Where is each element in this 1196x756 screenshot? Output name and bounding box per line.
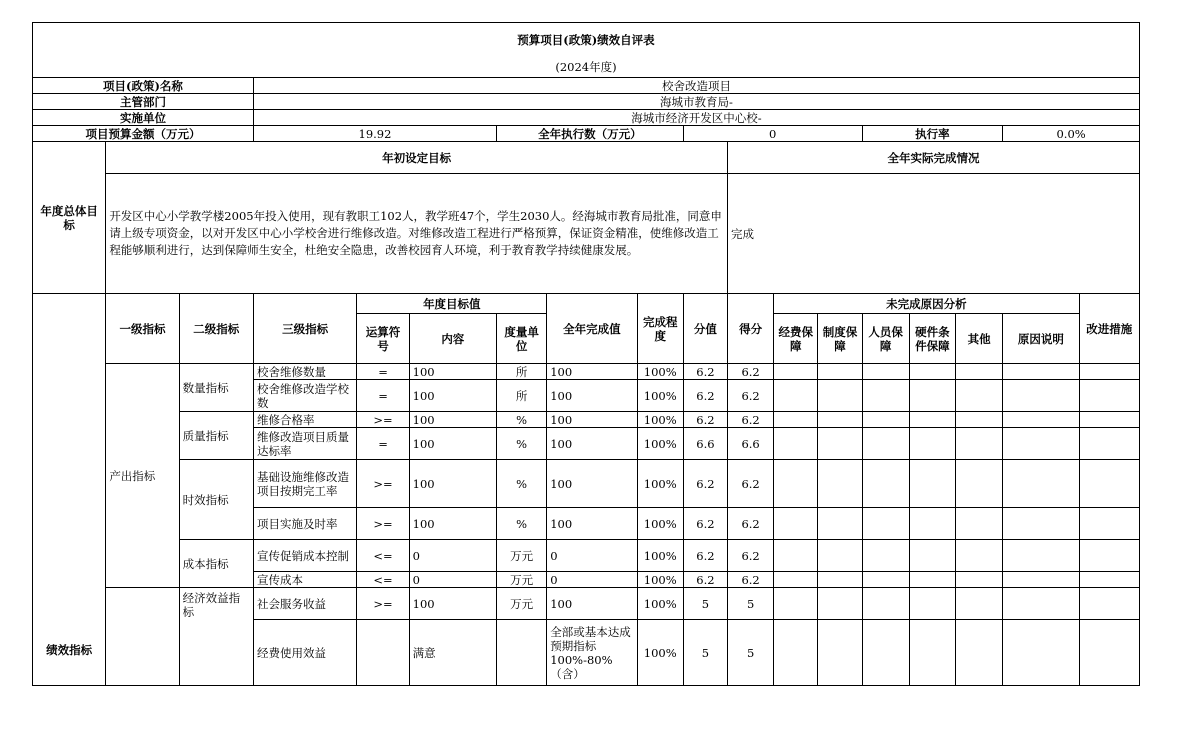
row-score: 6.2 — [728, 412, 774, 428]
operator-header: 运算符号 — [357, 314, 409, 364]
row-score: 6.2 — [728, 460, 774, 508]
empty-cell — [955, 380, 1002, 412]
initial-goal-text: 开发区中心小学教学楼2005年投入使用，现有教职工102人，教学班47个，学生2030人。经海城市教育局批准，同意申请上级专项资金，以对开发区中心小学校舍进行维修改造。对维修改造工程进行严格预算，保证资金精准，使维修改造工程能够顺利进行，达到保障师生安全，杜绝安全隐患，改善校园育人环境，利于教育教学持续健康发展。 — [106, 174, 728, 294]
row-score: 5 — [728, 588, 774, 620]
table-row — [33, 412, 1140, 428]
empty-cell — [909, 620, 955, 686]
empty-cell — [909, 412, 955, 428]
self-evaluation-table — [32, 22, 1140, 686]
empty-cell — [862, 460, 909, 508]
reason-fund-header: 经费保障 — [774, 314, 818, 364]
empty-cell — [818, 588, 862, 620]
row-pct: 100% — [637, 572, 683, 588]
row-l3: 维修合格率 — [253, 412, 356, 428]
score-value-header: 分值 — [683, 294, 727, 364]
empty-cell — [955, 540, 1002, 572]
row-actual: 100 — [547, 460, 637, 508]
empty-cell — [955, 460, 1002, 508]
empty-cell — [818, 364, 862, 380]
row-op: >= — [357, 412, 409, 428]
row-value: 6.2 — [683, 380, 727, 412]
table-row — [33, 460, 1140, 508]
dept-value: 海城市教育局- — [253, 94, 1139, 110]
row-op: = — [357, 428, 409, 460]
row-l3: 宣传促销成本控制 — [253, 540, 356, 572]
reason-other-header: 其他 — [955, 314, 1002, 364]
actual-goal-header: 全年实际完成情况 — [728, 142, 1140, 174]
row-content: 100 — [409, 364, 496, 380]
row-score: 6.2 — [728, 572, 774, 588]
row-op: >= — [357, 508, 409, 540]
row-unit: % — [497, 508, 547, 540]
row-score: 6.2 — [728, 540, 774, 572]
empty-cell — [1003, 620, 1079, 686]
row-content: 0 — [409, 572, 496, 588]
group-quantity: 数量指标 — [179, 364, 253, 412]
row-l3: 基础设施维修改造项目按期完工率 — [253, 460, 356, 508]
row-content: 100 — [409, 428, 496, 460]
row-l3: 校舍维修改造学校数 — [253, 380, 356, 412]
row-value: 6.6 — [683, 428, 727, 460]
empty-cell — [862, 508, 909, 540]
empty-cell — [909, 508, 955, 540]
row-pct: 100% — [637, 508, 683, 540]
row-value: 6.2 — [683, 364, 727, 380]
empty-cell — [818, 620, 862, 686]
row-actual: 100 — [547, 428, 637, 460]
row-unit: 所 — [497, 380, 547, 412]
empty-cell — [1079, 380, 1139, 412]
row-unit: 所 — [497, 364, 547, 380]
unit-value: 海城市经济开发区中心校- — [253, 110, 1139, 126]
empty-cell — [818, 572, 862, 588]
row-op: >= — [357, 460, 409, 508]
row-actual: 100 — [547, 380, 637, 412]
row-value: 6.2 — [683, 508, 727, 540]
unit-header: 度量单位 — [497, 314, 547, 364]
reason-desc-header: 原因说明 — [1003, 314, 1079, 364]
reason-staff-header: 人员保障 — [862, 314, 909, 364]
row-l3: 校舍维修数量 — [253, 364, 356, 380]
row-pct: 100% — [637, 380, 683, 412]
empty-cell — [106, 588, 179, 686]
empty-cell — [1079, 412, 1139, 428]
empty-cell — [818, 428, 862, 460]
row-op: = — [357, 364, 409, 380]
row-pct: 100% — [637, 588, 683, 620]
unit-label: 实施单位 — [33, 110, 254, 126]
row-content: 满意 — [409, 620, 496, 686]
empty-cell — [818, 380, 862, 412]
empty-cell — [909, 460, 955, 508]
project-name-value: 校舍改造项目 — [253, 78, 1139, 94]
empty-cell — [774, 364, 818, 380]
empty-cell — [818, 508, 862, 540]
row-pct: 100% — [637, 460, 683, 508]
group-output: 产出指标 — [106, 364, 179, 588]
row-content: 100 — [409, 380, 496, 412]
empty-cell — [909, 572, 955, 588]
empty-cell — [1003, 588, 1079, 620]
empty-cell — [774, 412, 818, 428]
row-actual: 100 — [547, 412, 637, 428]
row-pct: 100% — [637, 540, 683, 572]
row-op: >= — [357, 588, 409, 620]
rate-label: 执行率 — [862, 126, 1003, 142]
row-l3: 宣传成本 — [253, 572, 356, 588]
perf-indicator-label: 绩效指标 — [33, 294, 106, 686]
row-pct: 100% — [637, 620, 683, 686]
row-actual: 0 — [547, 572, 637, 588]
row-value: 6.2 — [683, 540, 727, 572]
empty-cell — [955, 620, 1002, 686]
empty-cell — [1079, 588, 1139, 620]
row-unit — [497, 620, 547, 686]
empty-cell — [1079, 620, 1139, 686]
row-unit: 万元 — [497, 588, 547, 620]
empty-cell — [774, 508, 818, 540]
empty-cell — [909, 588, 955, 620]
empty-cell — [862, 380, 909, 412]
row-actual: 100 — [547, 588, 637, 620]
empty-cell — [774, 572, 818, 588]
completion-header: 完成程度 — [637, 294, 683, 364]
row-score: 6.2 — [728, 364, 774, 380]
empty-cell — [955, 572, 1002, 588]
empty-cell — [862, 540, 909, 572]
row-value: 6.2 — [683, 412, 727, 428]
empty-cell — [1003, 412, 1079, 428]
row-value: 5 — [683, 620, 727, 686]
group-timeliness: 时效指标 — [179, 460, 253, 540]
row-op: = — [357, 380, 409, 412]
row-content: 100 — [409, 588, 496, 620]
exec-label: 全年执行数（万元） — [497, 126, 684, 142]
row-op: <= — [357, 572, 409, 588]
empty-cell — [818, 412, 862, 428]
empty-cell — [1003, 540, 1079, 572]
table-row — [33, 364, 1140, 380]
row-value: 5 — [683, 588, 727, 620]
row-l3: 经费使用效益 — [253, 620, 356, 686]
budget-label: 项目预算金额（万元） — [33, 126, 254, 142]
empty-cell — [1003, 428, 1079, 460]
content-header: 内容 — [409, 314, 496, 364]
empty-cell — [955, 412, 1002, 428]
empty-cell — [1003, 460, 1079, 508]
level1-header: 一级指标 — [106, 294, 179, 364]
empty-cell — [1079, 572, 1139, 588]
dept-label: 主管部门 — [33, 94, 254, 110]
row-unit: % — [497, 428, 547, 460]
row-value: 6.2 — [683, 460, 727, 508]
empty-cell — [862, 620, 909, 686]
budget-value: 19.92 — [253, 126, 496, 142]
table-row — [33, 588, 1140, 620]
empty-cell — [909, 540, 955, 572]
group-quality: 质量指标 — [179, 412, 253, 460]
row-score: 5 — [728, 620, 774, 686]
row-unit: % — [497, 412, 547, 428]
group-cost: 成本指标 — [179, 540, 253, 588]
empty-cell — [862, 412, 909, 428]
row-content: 100 — [409, 460, 496, 508]
empty-cell — [955, 508, 1002, 540]
row-op — [357, 620, 409, 686]
table-year: (2024年度) — [33, 57, 1140, 78]
empty-cell — [862, 428, 909, 460]
empty-cell — [774, 588, 818, 620]
improve-header: 改进措施 — [1079, 294, 1139, 364]
empty-cell — [955, 588, 1002, 620]
table-row — [33, 540, 1140, 572]
empty-cell — [909, 428, 955, 460]
row-score: 6.6 — [728, 428, 774, 460]
empty-cell — [774, 380, 818, 412]
project-name-label: 项目(政策)名称 — [33, 78, 254, 94]
empty-cell — [909, 364, 955, 380]
row-actual: 100 — [547, 364, 637, 380]
row-l3: 社会服务收益 — [253, 588, 356, 620]
actual-goal-text: 完成 — [728, 174, 1140, 294]
row-actual: 0 — [547, 540, 637, 572]
score-header: 得分 — [728, 294, 774, 364]
level2-header: 二级指标 — [179, 294, 253, 364]
row-score: 6.2 — [728, 380, 774, 412]
empty-cell — [955, 364, 1002, 380]
row-unit: 万元 — [497, 540, 547, 572]
row-pct: 100% — [637, 412, 683, 428]
full-year-header: 全年完成值 — [547, 294, 637, 364]
row-score: 6.2 — [728, 508, 774, 540]
empty-cell — [862, 572, 909, 588]
level3-header: 三级指标 — [253, 294, 356, 364]
empty-cell — [1003, 572, 1079, 588]
empty-cell — [1079, 540, 1139, 572]
initial-goal-header: 年初设定目标 — [106, 142, 728, 174]
reason-system-header: 制度保障 — [818, 314, 862, 364]
empty-cell — [1079, 428, 1139, 460]
empty-cell — [774, 460, 818, 508]
goal-label: 年度总体目标 — [33, 142, 106, 294]
empty-cell — [862, 364, 909, 380]
empty-cell — [862, 588, 909, 620]
row-pct: 100% — [637, 364, 683, 380]
exec-value: 0 — [683, 126, 862, 142]
row-value: 6.2 — [683, 572, 727, 588]
empty-cell — [774, 428, 818, 460]
row-content: 100 — [409, 412, 496, 428]
row-unit: 万元 — [497, 572, 547, 588]
empty-cell — [909, 380, 955, 412]
empty-cell — [774, 540, 818, 572]
row-l3: 维修改造项目质量达标率 — [253, 428, 356, 460]
empty-cell — [1079, 460, 1139, 508]
empty-cell — [1003, 380, 1079, 412]
empty-cell — [1079, 364, 1139, 380]
row-unit: % — [497, 460, 547, 508]
row-content: 100 — [409, 508, 496, 540]
row-l3: 项目实施及时率 — [253, 508, 356, 540]
empty-cell — [774, 620, 818, 686]
rate-value: 0.0% — [1003, 126, 1140, 142]
empty-cell — [955, 428, 1002, 460]
row-content: 0 — [409, 540, 496, 572]
empty-cell — [1003, 364, 1079, 380]
empty-cell — [818, 540, 862, 572]
empty-cell — [1079, 508, 1139, 540]
row-op: <= — [357, 540, 409, 572]
table-title: 预算项目(政策)绩效自评表 — [33, 23, 1140, 58]
empty-cell — [818, 460, 862, 508]
row-actual: 100 — [547, 508, 637, 540]
annual-target-header: 年度目标值 — [357, 294, 547, 314]
reason-hardware-header: 硬件条件保障 — [909, 314, 955, 364]
row-actual: 全部或基本达成预期指标100%-80%（含） — [547, 620, 637, 686]
group-economic: 经济效益指标 — [179, 588, 253, 686]
row-pct: 100% — [637, 428, 683, 460]
empty-cell — [1003, 508, 1079, 540]
reason-header: 未完成原因分析 — [774, 294, 1079, 314]
